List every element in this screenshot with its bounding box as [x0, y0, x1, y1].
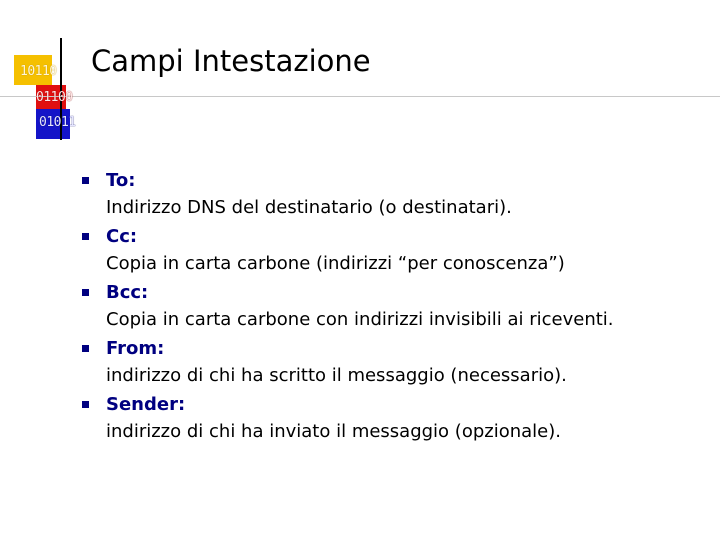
square-bullet-icon [82, 401, 89, 408]
square-bullet-icon [82, 233, 89, 240]
list-item-sender [80, 391, 680, 445]
square-bullet-icon [82, 289, 89, 296]
list-item-to [80, 167, 680, 221]
bullet-list [80, 167, 680, 447]
square-bullet-icon [82, 177, 89, 184]
list-item-bcc [80, 279, 680, 333]
field-description: Copia in carta carbone (indirizzi “per conoscenza”) [106, 253, 565, 274]
field-description: Copia in carta carbone con indirizzi invisibili ai riceventi. [106, 309, 614, 330]
slide-title: Campi Intestazione [91, 44, 371, 78]
logo-binary-1: 10110 [20, 64, 57, 79]
field-label: From: [106, 338, 165, 359]
header-divider [0, 96, 720, 97]
field-description: indirizzo di chi ha scritto il messaggio (necessario). [106, 365, 567, 386]
field-label: Bcc: [106, 282, 149, 303]
field-description: Indirizzo DNS del destinatario (o destinatari). [106, 197, 512, 218]
list-item-from [80, 335, 680, 389]
logo-binary-2: 01100 [36, 90, 73, 105]
field-label: To: [106, 170, 136, 191]
field-description: indirizzo di chi ha inviato il messaggio (opzionale). [106, 421, 561, 442]
logo-binary-3: 01011 [39, 115, 76, 130]
field-label: Sender: [106, 394, 186, 415]
list-item-cc [80, 223, 680, 277]
square-bullet-icon [82, 345, 89, 352]
field-label: Cc: [106, 226, 138, 247]
